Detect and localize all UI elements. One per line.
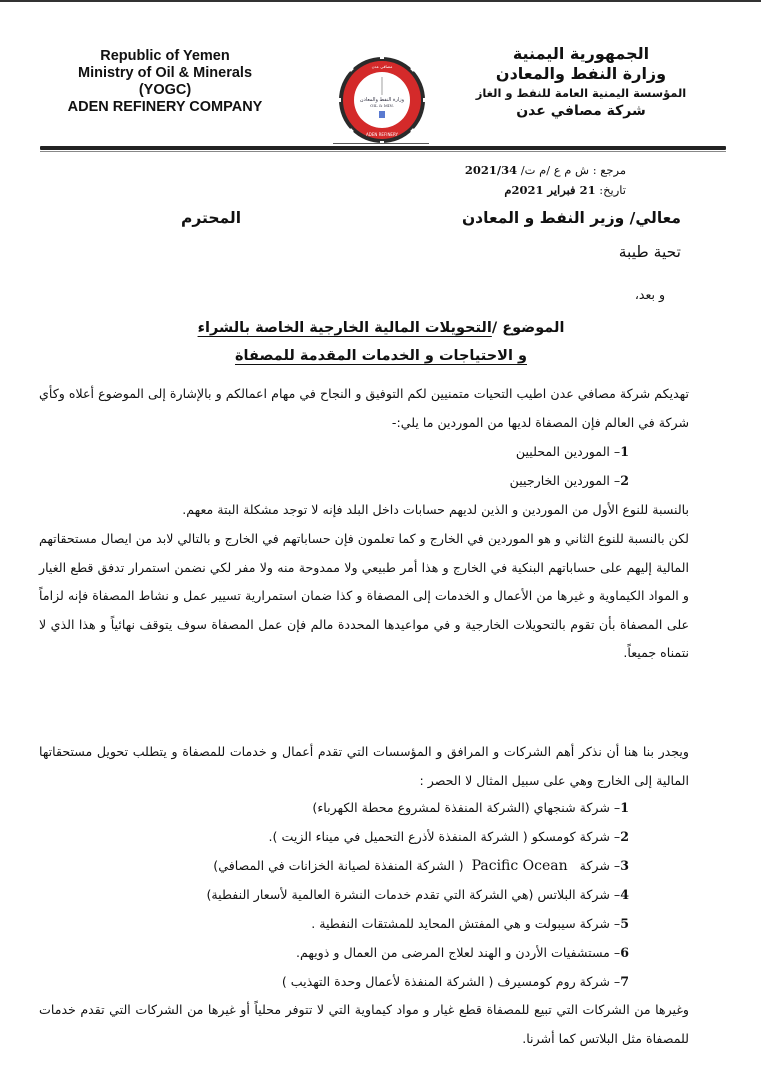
company-item: 6– مستشفيات الأردن و الهند لعلاج المرضى من العمال و ذويهم. <box>295 945 629 960</box>
supplier-item: 2– الموردين الخارجيين <box>509 473 629 488</box>
company-item: 1– شركة شنجهاي (الشركة المنفذة لمشروع محطة الكهرباء) <box>312 800 629 815</box>
addressee-line <box>181 209 681 227</box>
letterhead-ministry: Ministry of Oil & Minerals <box>77 65 253 81</box>
company-item: 5– شركة سيبولت و هي المفتش المحايد للمشتقات النفطية . <box>311 916 629 931</box>
company-prefix: شركة <box>579 858 610 873</box>
second-type-paragraph: لكن بالنسبة للنوع الثاني و هو الموردين في الخارج و كما تعلمون فإن حساباتهم في الخارج و بالتالي لابد من ايصال مستحقاتهم المالية إليهم على حساباتهم البنكية في الخارج و هذا أمر طبيعي ولا ممدوحة منه ولا مفر لكي نضمن استمرار تدفق قطع الغيار و المواد الكيماوية و غيرها من الأعمال و الخدمات إلى المصفاة و كذا ضمان استمرارية تسيير عمل و نشاط المصفاة فإنه لزاماً على المصفاة بأن تقوم بالتحويلات الخارجية و في مواعيدها المحددة مالم فإن عمل المصفاة سوف يتوقف نهائياً و هذا الذي لا نتمناه جميعاً. <box>39 531 689 660</box>
intro-paragraph: تهديكم شركة مصافي عدن اطيب التحيات متمنيين لكم التوفيق و النجاح في مهام اعمالكم و بالإشارة إلى الموضوع أعلاه وكأي شركة في العالم فإن المصفاة لديها من الموردين ما يلي:- <box>39 386 689 430</box>
salutation: و بعد، <box>634 287 665 302</box>
english-letterhead <box>50 48 280 116</box>
company-text: شركة روم كومسيرف ( الشركة المنفذة لأعمال وحدة التهذيب ) <box>281 974 610 989</box>
company-text: ( الشركة المنفذة لصيانة الخزانات في المصافي) <box>213 858 464 873</box>
letterhead-ministry-ar: وزارة النفط والمعادن <box>495 64 667 83</box>
closing-paragraph: وغيرها من الشركات التي تبيع للمصفاة قطع غيار و مواد كيماوية التي لا تتوفر محلياً أو غيرها من الشركات التي تقدم خدمات للمصفاة مثل البلاتس كما أشرنا. <box>39 1002 689 1046</box>
greeting: تحية طيبة <box>618 243 681 261</box>
letterhead-divider-thin <box>40 151 726 152</box>
company-number: 6 <box>620 945 629 960</box>
company-number: 3 <box>620 858 629 873</box>
addressee-honorific: المحترم <box>181 209 242 227</box>
reference-label: مرجع : ش م ع /م ت/ <box>520 163 626 177</box>
company-number: 1 <box>620 800 629 815</box>
company-number: 5 <box>620 916 629 931</box>
first-type-paragraph: بالنسبة للنوع الأول من الموردين و الذين لديهم حسابات داخل البلد فإنه لا توجد مشكلة البتة معهم. <box>182 502 689 517</box>
subject-line-1 <box>151 314 611 342</box>
company-item: 3– شركة Pacific Ocean ( الشركة المنفذة لصيانة الخزانات في المصافي) <box>213 858 629 874</box>
subject-title-1: التحويلات المالية الخارجية الخاصة بالشراء <box>197 320 492 336</box>
addressee-name: معالي/ وزير النفط و المعادن <box>461 209 681 227</box>
letterhead-corporation-ar: المؤسسة اليمنية العامة للنفط و الغاز <box>475 86 687 100</box>
reference-number: 2021/34 <box>464 163 518 177</box>
subject-line-2 <box>151 342 611 370</box>
companies-intro-paragraph: ويجدر بنا هنا أن نذكر أهم الشركات و المرافق و المؤسسات التي تقدم أعمال و خدمات للمصفاة و يتطلب تحويل مستحقاتها المالية إلى الخارج وهي على سبيل المثال لا الحصر : <box>39 744 689 788</box>
date-label: تاريخ: <box>599 183 626 197</box>
page-top-edge <box>0 0 761 2</box>
company-text: شركة سيبولت و هي المفتش المحايد للمشتقات النفطية . <box>311 916 610 931</box>
logo-underline <box>333 143 429 144</box>
supplier-item: 1– الموردين المحليين <box>515 444 629 459</box>
company-text: مستشفيات الأردن و الهند لعلاج المرضى من العمال و ذويهم. <box>295 945 610 960</box>
supplier-number: 2 <box>620 473 629 488</box>
company-text: شركة شنجهاي (الشركة المنفذة لمشروع محطة الكهرباء) <box>312 800 610 815</box>
svg-text:OIL & MIN.: OIL & MIN. <box>370 103 394 108</box>
subject-label: الموضوع / <box>491 320 565 336</box>
date-value: 21 فبراير 2021م <box>504 183 596 197</box>
svg-text:وزارة النفط والمعادن: وزارة النفط والمعادن <box>359 97 405 103</box>
letterhead-yogc: (YOGC) <box>138 82 192 98</box>
seal-text: مصافي عدن <box>371 64 393 69</box>
letterhead-company: ADEN REFINERY COMPANY <box>67 99 263 115</box>
letterhead-country: Republic of Yemen <box>100 48 230 64</box>
date-line <box>504 183 626 197</box>
supplier-text: الموردين الخارجيين <box>509 473 610 488</box>
company-item: 7– شركة روم كومسيرف ( الشركة المنفذة لأعمال وحدة التهذيب ) <box>281 974 629 989</box>
company-latin-name: Pacific Ocean <box>471 858 568 874</box>
supplier-text: الموردين المحليين <box>515 444 610 459</box>
company-number: 4 <box>620 887 629 902</box>
letterhead-country-ar: الجمهورية اليمنية <box>512 44 650 63</box>
company-item: 4– شركة البلاتس (هي الشركة التي تقدم خدمات النشرة العالمية لأسعار النفطية) <box>206 887 629 902</box>
supplier-number: 1 <box>620 444 629 459</box>
letterhead-company-ar: شركة مصافي عدن <box>516 103 646 119</box>
letterhead-divider <box>40 146 726 150</box>
company-item: 2– شركة كومسكو ( الشركة المنفذة لأذرع التحميل في ميناء الزيت ). <box>268 829 629 844</box>
company-seal-logo <box>337 55 427 145</box>
svg-text:ADEN REFINERY: ADEN REFINERY <box>366 132 398 137</box>
company-number: 2 <box>620 829 629 844</box>
subject-block <box>151 314 611 370</box>
subject-title-2: و الاحتياجات و الخدمات المقدمة للمصفاة <box>235 348 527 364</box>
company-text: شركة البلاتس (هي الشركة التي تقدم خدمات النشرة العالمية لأسعار النفطية) <box>206 887 610 902</box>
arabic-letterhead <box>461 44 701 121</box>
company-text: شركة كومسكو ( الشركة المنفذة لأذرع التحميل في ميناء الزيت ). <box>268 829 610 844</box>
company-number: 7 <box>620 974 629 989</box>
reference-line <box>465 163 626 177</box>
